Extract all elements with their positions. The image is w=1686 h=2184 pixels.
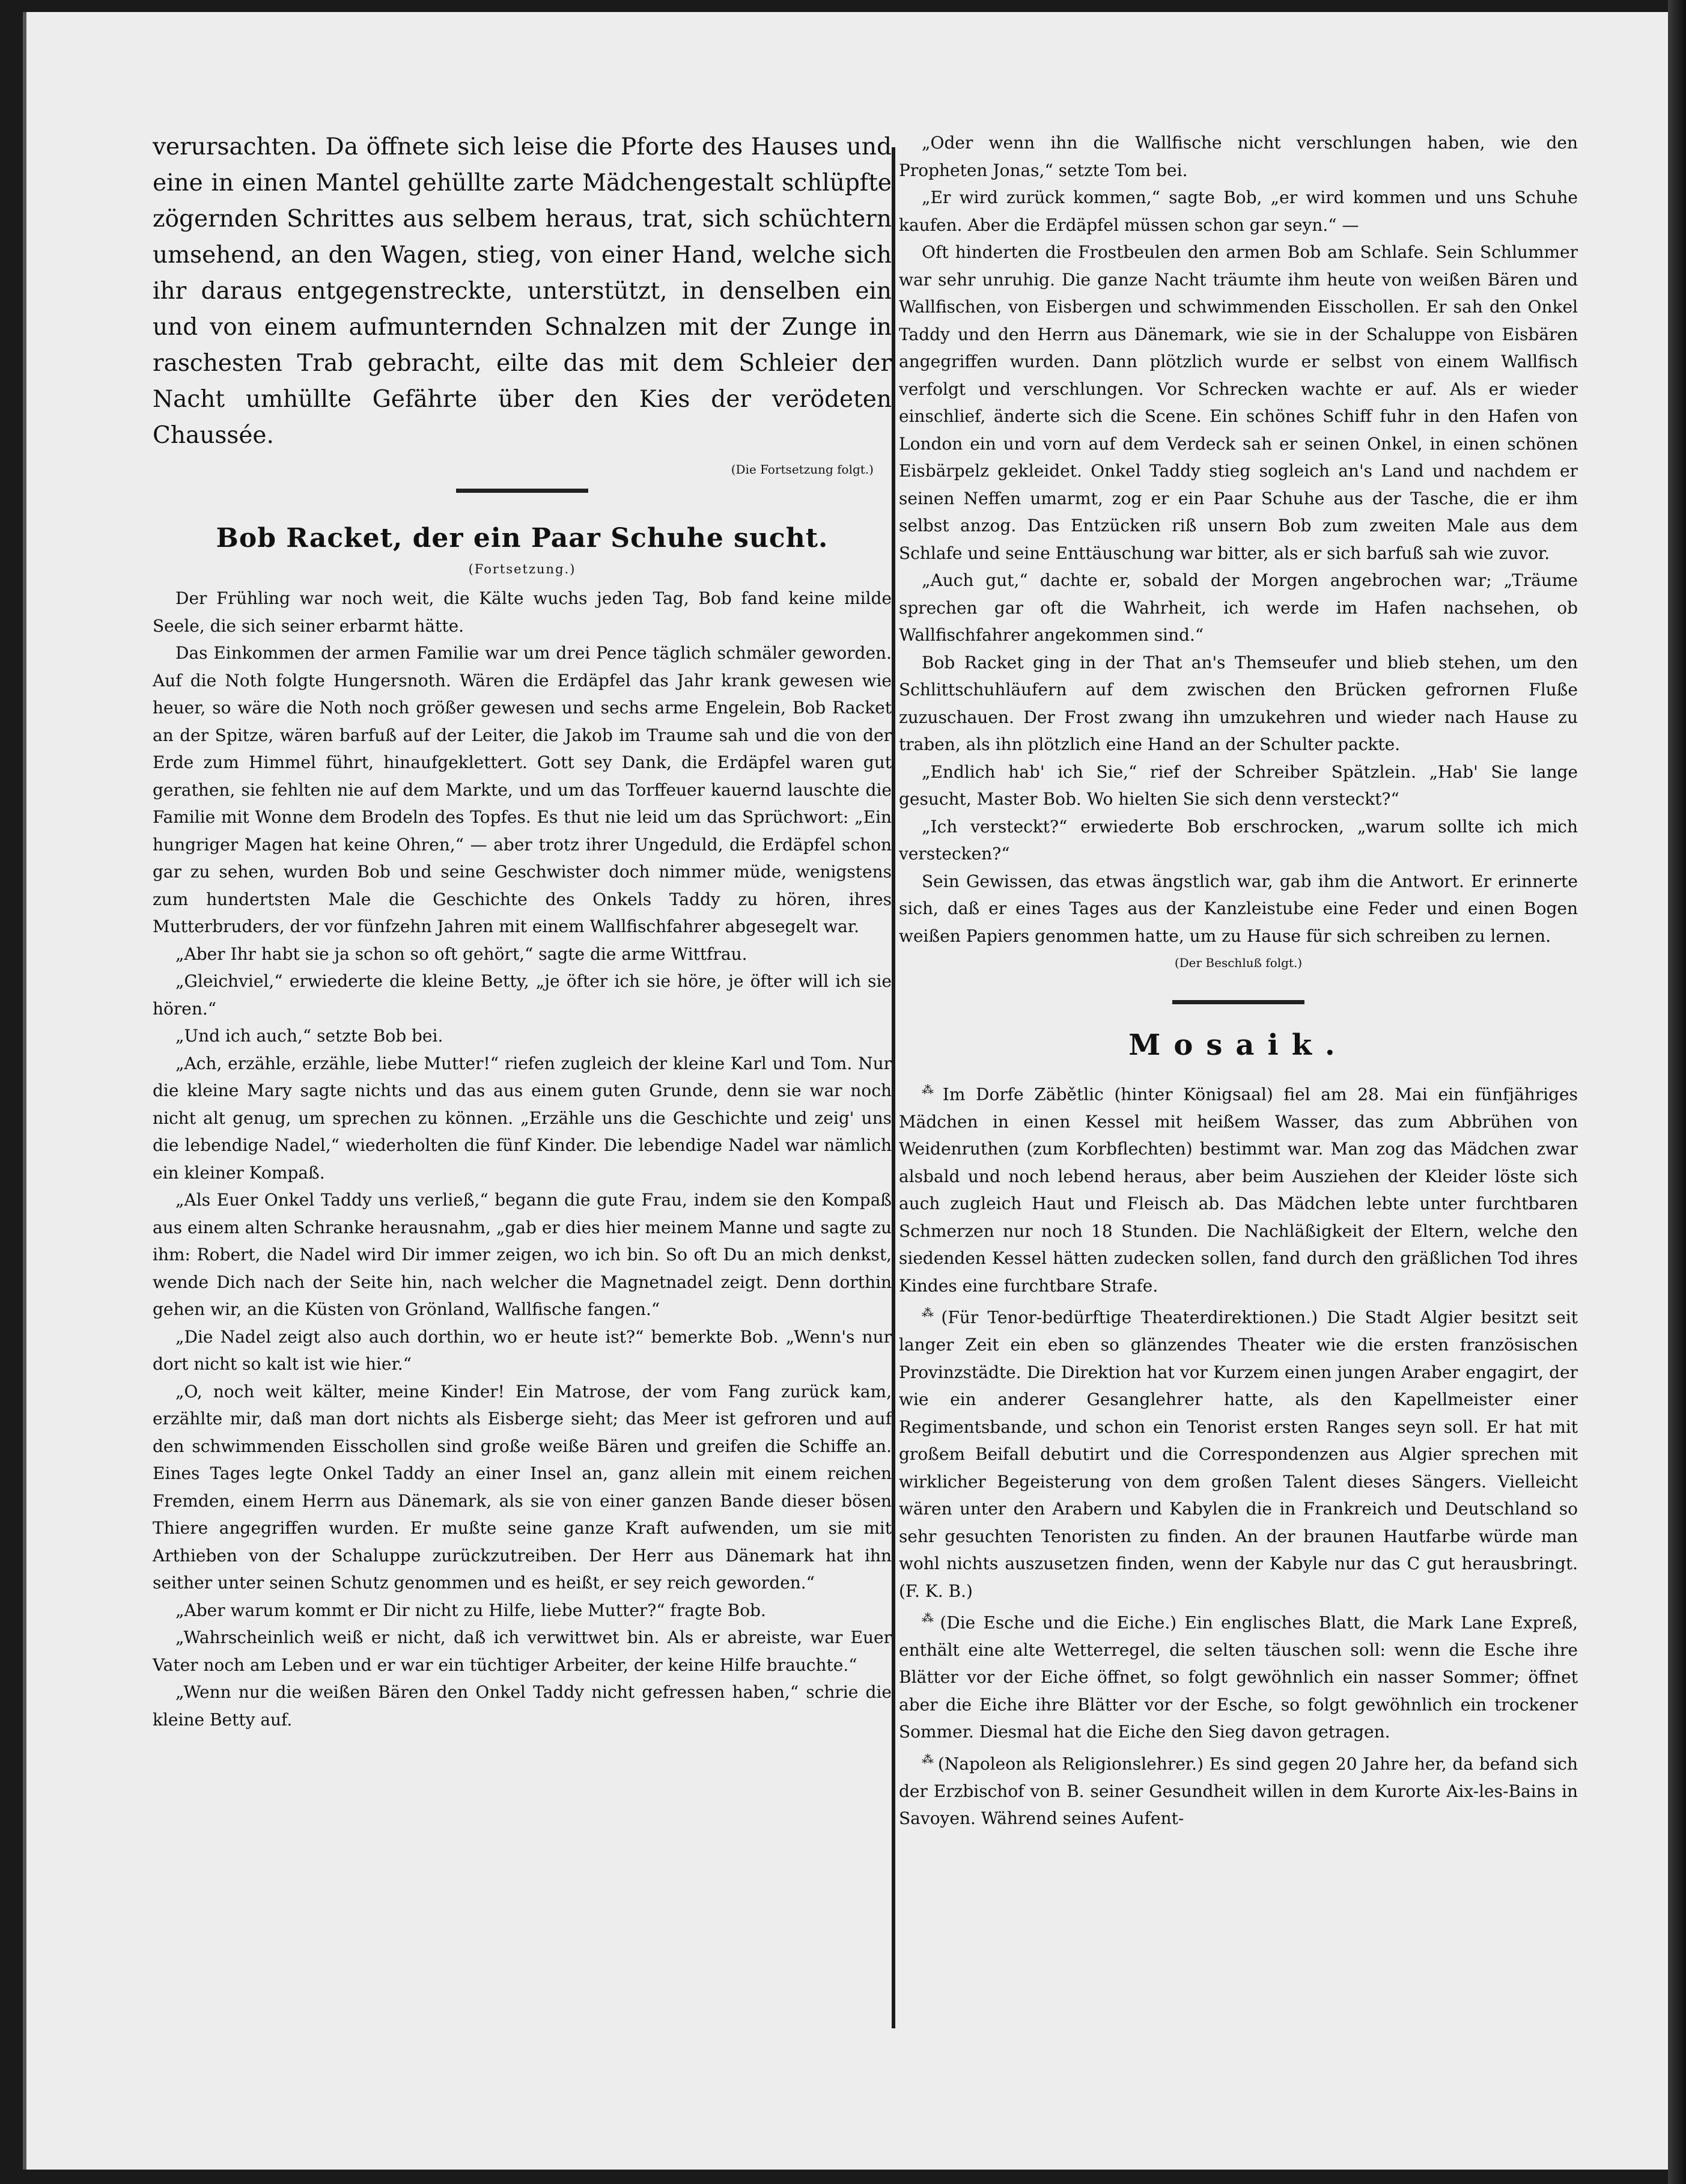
scan-edge <box>1668 0 1686 2184</box>
mosaik-item <box>899 1299 1578 1605</box>
mosaik-title: Mosaik. <box>1128 1028 1348 1062</box>
section-divider <box>456 489 588 493</box>
mosaik-text: (Für Tenor-bedürftige Theaterdirektionen.) Die Stadt Algier besitzt seit langer Zeit ein eben so glänzendes Theater wie die ersten französischen Provinzstädte. Die Direktion hat vor Kurzem einen jungen Araber engagirt, der wie ein anderer Gesanglehrer hatte, als den Kapellmeister einer Regimentsbande, und schon ein Tenorist ersten Ranges seyn soll. Er hat mit großem Beifall debutirt und die Correspondenzen aus Algier sprechen mit wirklicher Begeisterung von dem großen Talent dieses Sängers. Vielleicht wären unter den Arabern und Kabylen die in Frankreich und Deutschland so sehr gesuchten Tenoristen zu finden. An der braunen Hautfarbe würde man wohl nichts auszusetzen finden, wenn der Kabyle nur das C gut herausbringt. (F. K. B.) <box>899 1307 1578 1601</box>
mosaik-item <box>899 1605 1578 1746</box>
story-paragraph: „Oder wenn ihn die Wallfische nicht verschlungen haben, wie den Propheten Jonas,“ setzte Tom bei. <box>899 133 1578 180</box>
story-paragraph: „Er wird zurück kommen,“ sagte Bob, „er wird kommen und uns Schuhe kaufen. Aber die Erdäpfel müssen schon gar seyn.“ — <box>899 188 1578 235</box>
newspaper-page <box>23 12 1669 2170</box>
story-paragraph: „Auch gut,“ dachte er, sobald der Morgen angebrochen war; „Träume sprechen gar oft die Wahrheit, ich werde im Hafen nachsehen, ob Wallfischfahrer angekommen sind.“ <box>899 570 1578 645</box>
mosaik-item <box>899 1076 1578 1299</box>
story-paragraph: Oft hinderten die Frostbeulen den armen Bob am Schlafe. Sein Schlummer war sehr unruhig. Die ganze Nacht träumte ihm heute von weißen Bären und Wallfischen, von Eisbergen und schwimmenden Eisschollen. Er sah den Onkel Taddy und den Herrn aus Dänemark, wie sie in der Schaluppe von Eisbären angegriffen wurden. Dann plötzlich wurde er selbst von einem Wallfisch verfolgt und verschlungen. Vor Schrecken wachte er auf. Als er wieder einschlief, änderte sich die Scene. Ein schönes Schiff fuhr in den Hafen von London ein und vorn auf dem Verdeck sah er seinen Onkel, in einen schönen Eisbärpelz gekleidet. Onkel Taddy stieg sogleich an's Land und nachdem er seinen Neffen umarmt, zog er ein Paar Schuhe aus der Tasche, die er ihm selbst anzog. Das Entzücken riß unsern Bob zum zweiten Male aus dem Schlafe und seine Enttäuschung war bitter, als er sich barfuß sah wie zuvor. <box>899 242 1578 563</box>
story-paragraph: Das Einkommen der armen Familie war um drei Pence täglich schmäler geworden. Auf die Noth folgte Hungersnoth. Wären die Erdäpfel das Jahr krank gewesen wie heuer, so wäre die Noth noch größer gewesen und sechs arme Engelein, Bob Racket an der Spitze, wären barfuß auf der Leiter, die Jakob im Traume sah und die von der Erde zum Himmel führt, hinaufgeklettert. Gott sey Dank, die Erdäpfel waren gut gerathen, sie fehlten nie auf dem Markte, und um das Torffeuer kauernd lauschte die Familie mit Wonne dem Brodeln des Topfes. Es thut nie leid um das Sprüchwort: „Ein hungriger Magen hat keine Ohren,“ — aber trotz ihrer Ungeduld, die Erdäpfel schon gar zu sehen, wurden Bob und seine Geschwister doch nimmer müde, wenigstens zum hundertsten Male die Geschichte des Onkels Taddy zu hören, ihres Mutterbruders, der vor fünfzehn Jahren mit einem Wallfischfahrer abgesegelt war. <box>153 643 892 936</box>
right-column <box>899 129 1578 1832</box>
story-paragraph: „Aber warum kommt er Dir nicht zu Hilfe, liebe Mutter?“ fragte Bob. <box>175 1600 766 1620</box>
mosaik-body <box>899 1076 1578 1832</box>
asterism-icon: ⁂ <box>922 1611 937 1626</box>
asterism-icon: ⁂ <box>922 1305 938 1320</box>
story-paragraph: „Die Nadel zeigt also auch dorthin, wo er heute ist?“ bemerkte Bob. „Wenn's nur dort nicht so kalt ist wie hier.“ <box>153 1326 892 1374</box>
asterism-icon: ⁂ <box>922 1082 939 1097</box>
story-continuation <box>899 129 1578 950</box>
continuation-note: (Die Fortsetzung folgt.) <box>731 462 874 477</box>
story-subtitle: (Fortsetzung.) <box>468 562 576 576</box>
story-paragraph: „Wenn nur die weißen Bären den Onkel Taddy nicht gefressen haben,“ schrie die kleine Betty auf. <box>153 1682 892 1730</box>
story-paragraph: „Ach, erzähle, erzähle, liebe Mutter!“ riefen zugleich der kleine Karl und Tom. Nur die kleine Mary sagte nichts und das aus einem guten Grunde, denn sie war noch nicht alt genug, um sprechen zu können. „Erzähle uns die Geschichte und zeig' uns die lebendige Nadel,“ wiederholten die fünf Kinder. Die lebendige Nadel war nämlich ein kleiner Kompaß. <box>153 1053 892 1183</box>
story-paragraph: „Endlich hab' ich Sie,“ rief der Schreiber Spätzlein. „Hab' Sie lange gesucht, Master Bob. Wo hielten Sie sich denn versteckt?“ <box>899 761 1578 809</box>
intro-paragraph: verursachten. Da öffnete sich leise die Pforte des Hauses und eine in einen Mantel gehüllte zarte Mädchengestalt schlüpfte zögernden Schrittes aus selbem heraus, trat, sich schüchtern umsehend, an den Wagen, stieg, von einer Hand, welche sich ihr daraus entgegenstreckte, unterstützt, in denselben ein und von einem aufmunternden Schnalzen mit der Zunge in raschesten Trab gebracht, eilte das mit dem Schleier der Nacht umhüllte Gefährte über den Kies der verödeten Chaussée. <box>153 133 892 449</box>
story-paragraph: Der Frühling war noch weit, die Kälte wuchs jeden Tag, Bob fand keine milde Seele, die sich seiner erbarmt hätte. <box>153 588 892 636</box>
story-title: Bob Racket, der ein Paar Schuhe sucht. <box>216 523 829 554</box>
story-paragraph: „Ich versteckt?“ erwiederte Bob erschrocken, „warum sollte ich mich verstecken?“ <box>899 816 1578 864</box>
section-divider <box>1172 1000 1304 1004</box>
end-note: (Der Beschluß folgt.) <box>1174 956 1303 970</box>
intro-section <box>153 129 892 454</box>
story-paragraph: Bob Racket ging in der That an's Themseufer und blieb stehen, um den Schlittschuhläufern auf dem zwischen den Brücken gefrornen Fluße zuzuschauen. Der Frost zwang ihn umzukehren und wieder nach Hause zu traben, als ihn plötzlich eine Hand an der Schulter packte. <box>899 652 1578 754</box>
story-paragraph: „Und ich auch,“ setzte Bob bei. <box>175 1026 443 1046</box>
mosaik-item <box>899 1746 1578 1832</box>
story-paragraph: „Aber Ihr habt sie ja schon so oft gehört,“ sagte die arme Wittfrau. <box>175 944 747 964</box>
story-paragraph: „Gleichviel,“ erwiederte die kleine Betty, „je öfter ich sie höre, je öfter will ich sie hören.“ <box>153 971 892 1019</box>
story-paragraph: „O, noch weit kälter, meine Kinder! Ein Matrose, der vom Fang zurück kam, erzählte mir, daß man dort nichts als Eisberge sieht; das Meer ist gefroren und auf den schwimmenden Eisschollen sind große weiße Bären und greifen die Schiffe an. Eines Tages legte Onkel Taddy an einer Insel an, ganz allein mit einem reichen Fremden, einem Herrn aus Dänemark, als sie von einer ganzen Bande dieser bösen Thiere angegriffen wurden. Er mußte seine ganze Kraft aufwenden, um sie mit Arthieben von der Schaluppe zurückzutreiben. Der Herr aus Dänemark hat ihn seither unter seinen Schutz genommen und es heißt, er sey reich geworden.“ <box>153 1381 892 1593</box>
story-paragraph: „Wahrscheinlich weiß er nicht, daß ich verwittwet bin. Als er abreiste, war Euer Vater noch am Leben und er war ein tüchtiger Arbeiter, der keine Hilfe brauchte.“ <box>153 1627 892 1675</box>
mosaik-text: (Napoleon als Religionslehrer.) Es sind gegen 20 Jahre her, da befand sich der Erzbischof von B. seiner Gesundheit willen in dem Kurorte Aix-les-Bains in Savoyen. Während seines Aufent- <box>899 1754 1578 1829</box>
story-paragraph: Sein Gewissen, das etwas ängstlich war, gab ihm die Antwort. Er erinnerte sich, daß er eines Tages aus der Kanzleistube eine Feder und einen Bogen weißen Papiers genommen hatte, um zu Hause für sich schreiben zu lernen. <box>899 871 1578 946</box>
story-paragraph: „Als Euer Onkel Taddy uns verließ,“ begann die gute Frau, indem sie den Kompaß aus einem alten Schranke herausnahm, „gab er dies hier meinem Manne und sagte zu ihm: Robert, die Nadel wird Dir immer zeigen, wo ich bin. So oft Du an mich denkst, wende Dich nach der Seite hin, nach welcher die Magnetnadel zeigt. Denn dorthin gehen wir, an die Küsten von Grönland, Wallfische fangen.“ <box>153 1190 892 1319</box>
mosaik-text: Im Dorfe Zäbětlic (hinter Königsaal) fiel am 28. Mai ein fünfjähriges Mädchen in einen Kessel mit heißem Wasser, das zum Abbrühen von Weidenruthen (zum Korbflechten) bestimmt war. Man zog das Mädchen zwar alsbald und noch lebend heraus, aber beim Ausziehen der Kleider löste sich auch zugleich Haut und Fleisch ab. Das Mädchen lebte unter furchtbaren Schmerzen nur noch 18 Stunden. Die Nachläßigkeit der Eltern, welche den siedenden Kessel hätten zudecken sollen, fand durch den gräßlichen Tod ihres Kindes eine furchtbare Strafe. <box>899 1084 1578 1296</box>
story-body <box>153 585 892 1733</box>
left-column <box>153 129 892 1733</box>
asterism-icon: ⁂ <box>922 1751 934 1766</box>
column-divider <box>892 147 895 2028</box>
mosaik-text: (Die Esche und die Eiche.) Ein englisches Blatt, die Mark Lane Expreß, enthält eine alte Wetterregel, die selten täuschen soll: wenn die Esche ihre Blätter vor der Eiche öffnet, so folgt gewöhnlich ein nasser Sommer; öffnet aber die Eiche ihre Blätter vor der Esche, so folgt gewöhnlich ein trockener Sommer. Diesmal hat die Eiche den Sieg davon getragen. <box>899 1612 1578 1742</box>
